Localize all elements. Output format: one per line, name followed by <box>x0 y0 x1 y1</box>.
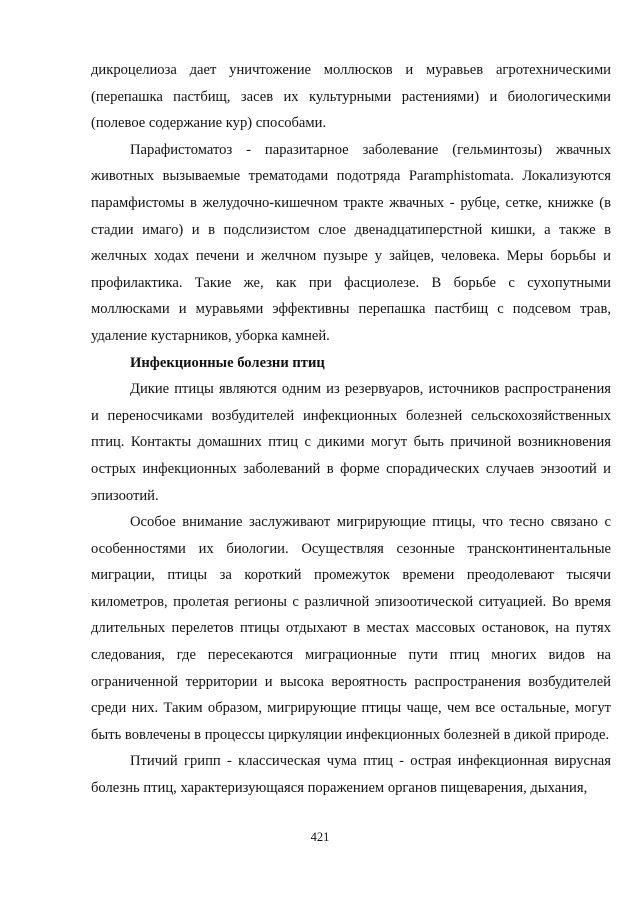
paragraph-migratory-birds: Особое внимание заслуживают мигрирующие птицы, что тесно связано с особенностями их биологии. Осуществляя сезонные трансконтинентальные миграции, птицы за короткий промежуток времени преодолевают тысячи километров, пролетая регионы с различной эпизоотической ситуацией. Во время длительных перелетов птицы отдыхают в местах массовых остановок, на путях следования, где пересекаются миграционные пути птиц многих видов на ограниченной территории и высока вероятность распространения возбудителей среди них. Таким образом, мигрирующие птицы чаще, чем все остальные, могут быть вовлечены в процессы циркуляции инфекционных болезней в дикой природе. <box>91 514 611 743</box>
paragraph-paramphistomatosis: Парафистоматоз - паразитарное заболевание (гельминтозы) жвачных животных вызываемые трематодами подотряда Paramphistomata. Локализуются парамфистомы в желудочно-кишечном тракте жвачных - рубце, сетке, книжке (в стадии имаго) и в подслизистом слое двенадцатиперстной кишки, а также в желчных ходах печени и желчном пузыре у зайцев, человека. Меры борьбы и профилактика. Такие же, как при фасциолезе. В борьбе с сухопутными моллюсками и муравьями эффективны перепашка пастбищ с подсевом трав, удаление кустарников, уборка камней. <box>91 141 611 344</box>
paragraph-avian-influenza: Птичий грипп - классическая чума птиц - острая инфекционная вирусная болезнь птиц, характеризующаяся поражением органов пищеварения, дыхания, <box>91 753 611 797</box>
page-number: 421 <box>310 830 330 844</box>
paragraph-dicrocoeliosis-end: дикроцелиоза дает уничтожение моллюсков и муравьев агротехническими (перепашка пастбищ, засев их культурными растениями) и биологическими (полевое содержание кур) способами. <box>91 62 611 132</box>
paragraph-wild-birds: Дикие птицы являются одним из резервуаров, источников распространения и переносчиками возбудителей инфекционных болезней сельскохозяйственных птиц. Контакты домашних птиц с дикими могут быть причиной возникновения острых инфекционных заболеваний в форме спорадических случаев энзоотий и эпизоотий. <box>91 381 611 504</box>
document-page <box>91 57 611 802</box>
section-heading-bird-infections: Инфекционные болезни птиц <box>130 354 325 371</box>
